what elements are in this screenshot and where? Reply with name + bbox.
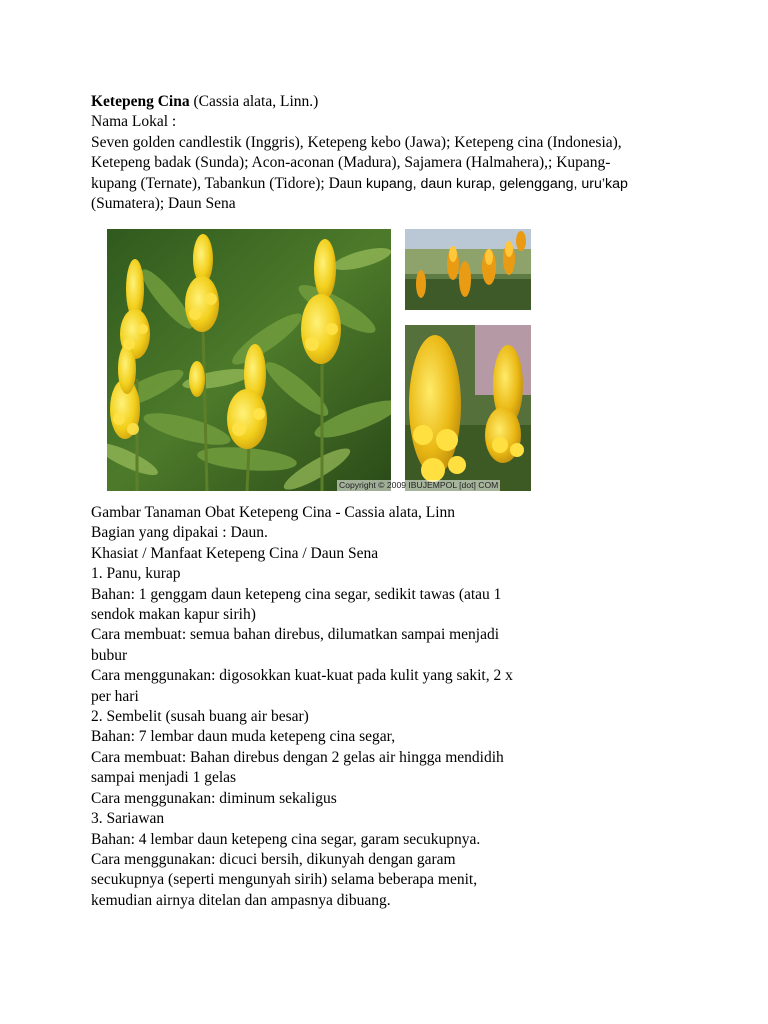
- local-names-line: (Sumatera); Daun Sena: [91, 195, 236, 213]
- title-line: [91, 92, 691, 112]
- plant-photo-top: [405, 229, 531, 310]
- body-block: [91, 503, 561, 911]
- body-line: Cara membuat: Bahan direbus dengan 2 gelas air hingga mendidih: [91, 748, 504, 766]
- body-line: Bagian yang dipakai : Daun.: [91, 524, 268, 542]
- figure-caption: Gambar Tanaman Obat Ketepeng Cina - Cassia alata, Linn: [91, 504, 456, 521]
- body-line: Khasiat / Manfaat Ketepeng Cina / Daun Sena: [91, 544, 379, 562]
- body-line: secukupnya (seperti mengunyah sirih) selama beberapa menit,: [91, 871, 478, 889]
- local-names-label: Nama Lokal :: [91, 113, 177, 131]
- local-names-line: [91, 174, 691, 194]
- body-line: 3. Sariawan: [91, 810, 165, 828]
- plant-photo-bottom: [405, 325, 531, 491]
- body-line: Bahan: 4 lembar daun ketepeng cina segar, garam secukupnya.: [91, 830, 481, 848]
- body-line: Cara menggunakan: digosokkan kuat-kuat pada kulit yang sakit, 2 x: [91, 667, 513, 685]
- body-line: Cara menggunakan: dicuci bersih, dikunyah dengan garam: [91, 850, 456, 868]
- body-line: Bahan: 7 lembar daun muda ketepeng cina segar,: [91, 728, 396, 746]
- body-line: sendok makan kapur sirih): [91, 606, 256, 624]
- body-line: 2. Sembelit (susah buang air besar): [91, 708, 309, 726]
- local-names-line: Ketepeng badak (Sunda); Acon-aconan (Madura), Sajamera (Halmahera),; Kupang-: [91, 154, 611, 172]
- local-names-sans-text: kupang, daun kurap, gelenggang, uru’kap: [366, 175, 628, 192]
- header-block: [91, 92, 691, 214]
- body-line: 1. Panu, kurap: [91, 565, 181, 583]
- body-line: sampai menjadi 1 gelas: [91, 769, 237, 787]
- body-line: kemudian airnya ditelan dan ampasnya dibuang.: [91, 891, 391, 909]
- body-line: Bahan: 1 genggam daun ketepeng cina segar, sedikit tawas (atau 1: [91, 585, 502, 603]
- body-line: bubur: [91, 646, 128, 664]
- local-names-line: Seven golden candlestik (Inggris), Ketepeng kebo (Jawa); Ketepeng cina (Indonesia),: [91, 133, 622, 151]
- plant-name: Ketepeng Cina: [91, 93, 190, 110]
- body-line: Cara membuat: semua bahan direbus, dilumatkan sampai menjadi: [91, 626, 500, 644]
- body-line: per hari: [91, 687, 139, 705]
- plant-photo-main: [107, 229, 391, 491]
- local-names-text: kupang (Ternate), Tabankun (Tidore); Daun: [91, 174, 367, 192]
- body-line: Cara menggunakan: diminum sekaligus: [91, 789, 337, 807]
- copyright-notice: Copyright © 2009 IBUJEMPOL [dot] COM: [339, 480, 499, 490]
- scientific-name: (Cassia alata, Linn.): [189, 93, 319, 110]
